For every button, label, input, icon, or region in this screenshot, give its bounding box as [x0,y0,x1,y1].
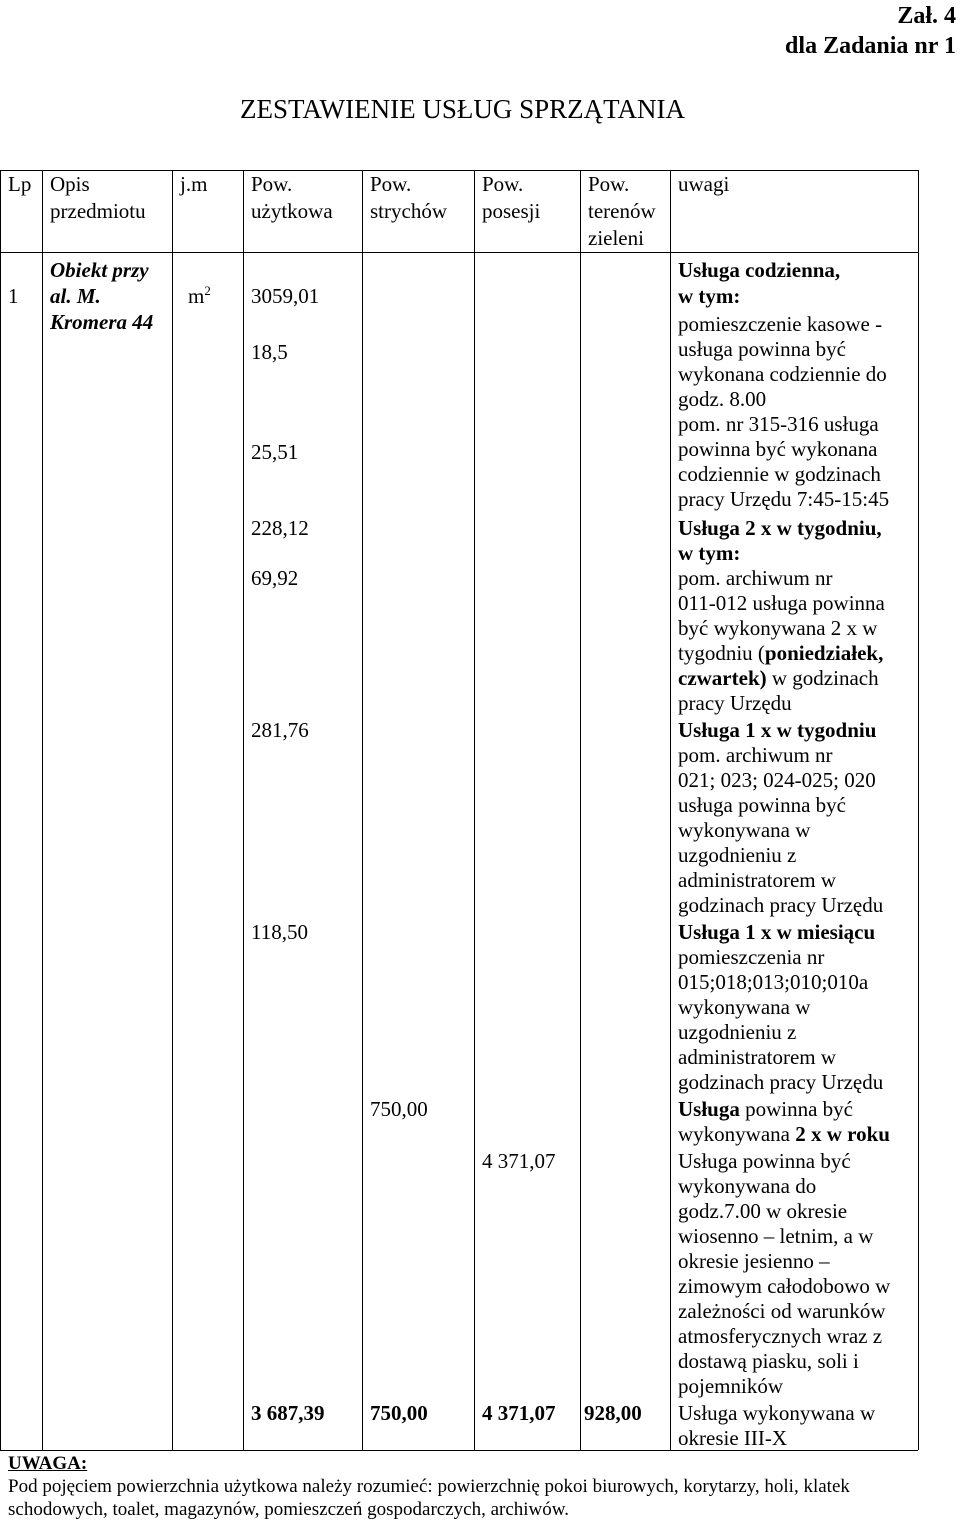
uzytkowa-value: 3059,01 [251,284,320,308]
remark-line [678,1122,890,1147]
row-lp: 1 [8,284,19,308]
remark-line: pom. nr 315-316 usługa [678,412,879,436]
remark-text: powinna być [739,1097,854,1121]
uzytkowa-value: 281,76 [251,718,309,742]
object-description-2: al. M. [50,284,101,308]
col-border [580,170,581,1450]
remark-line: Usługa 1 x w tygodniu [678,718,877,742]
remark-line: wykonywana do [678,1174,817,1198]
remark-line: wiosenno – letnim, a w [678,1224,874,1248]
remark-line: wykonana codziennie do [678,362,887,386]
remark-line: pojemników [678,1374,783,1398]
header-strychow-1: Pow. [370,172,412,196]
header-terenow-2: terenów [588,199,656,223]
header-uwagi: uwagi [678,172,730,196]
total-strychow: 750,00 [370,1401,428,1425]
note-text-line2: schodowych, toalet, magazynów, pomieszczeń gospodarczych, archiwów. [8,1499,570,1520]
attachment-task: dla Zadania nr 1 [785,33,956,59]
remark-line: dostawą piasku, soli i [678,1349,859,1373]
remark-emphasis: czwartek) [678,666,767,690]
col-border [243,170,244,1450]
remark-line: pom. archiwum nr [678,743,833,767]
remark-line: okresie III-X [678,1426,788,1450]
header-bottom-border [0,252,918,253]
remark-emphasis: 2 x w roku [795,1122,890,1146]
remark-line: zimowym całodobowo w [678,1274,891,1298]
header-opis-2: przedmiotu [50,199,146,223]
header-terenow-1: Pow. [588,172,630,196]
remark-emphasis: Usługa [678,1097,740,1121]
remark-line: powinna być wykonana [678,437,878,461]
total-uzytkowa: 3 687,39 [251,1401,325,1425]
remark-line: 011-012 usługa powinna [678,591,885,615]
object-description-1: Obiekt przy [50,258,149,282]
col-border [918,170,919,1450]
remark-line: pracy Urzędu 7:45-15:45 [678,487,890,511]
remark-line: okresie jesienno – [678,1249,830,1273]
col-border [362,170,363,1450]
remark-line: 021; 023; 024-025; 020 [678,768,876,792]
remark-line: Usługa powinna być [678,1149,851,1173]
header-opis-1: Opis [50,172,90,196]
col-border [670,170,671,1450]
col-border [42,170,43,1450]
header-posesji-2: posesji [482,199,541,223]
unit-base: m [188,284,205,308]
remark-line: pomieszczenia nr [678,945,825,969]
remark-line: godz.7.00 w okresie [678,1199,848,1223]
object-description-3: Kromera 44 [50,310,154,334]
header-terenow-3: zieleni [588,226,644,250]
uzytkowa-value: 18,5 [251,340,288,364]
total-posesji: 4 371,07 [482,1401,556,1425]
remark-line: być wykonywana 2 x w [678,616,878,640]
uzytkowa-value: 118,50 [251,920,308,944]
remark-text: tygodniu ( [678,641,765,665]
header-lp: Lp [8,172,32,196]
col-border [172,170,173,1450]
remark-text: wykonywana [678,1122,796,1146]
remark-line: usługa powinna być [678,793,846,817]
uzytkowa-value: 228,12 [251,516,309,540]
remark-emphasis: poniedziałek, [764,641,884,665]
remark-line: pracy Urzędu [678,691,792,715]
remark-line: 015;018;013;010;010a [678,970,869,994]
header-uzytkowa-2: użytkowa [251,199,333,223]
posesji-value: 4 371,07 [482,1149,556,1173]
unit-exponent: 2 [204,283,211,298]
header-strychow-2: strychów [370,199,447,223]
header-posesji-1: Pow. [482,172,524,196]
remark-line: administratorem w [678,1045,837,1069]
remark-line: Usługa 1 x w miesiącu [678,920,876,944]
header-jm: j.m [180,172,208,196]
remark-line: usługa powinna być [678,337,846,361]
remark-line: Usługa wykonywana w [678,1401,876,1425]
header-uzytkowa-1: Pow. [251,172,293,196]
col-border [0,170,1,1450]
remark-line [678,666,879,691]
total-terenow: 928,00 [584,1401,642,1425]
table-top-border [0,170,918,171]
remark-line: pomieszczenie kasowe - [678,312,883,336]
remark-line [678,1097,853,1122]
remark-line: zależności od warunków [678,1299,886,1323]
remark-line: uzgodnieniu z [678,1020,797,1044]
note-label: UWAGA: [8,1453,88,1474]
uzytkowa-value: 69,92 [251,566,299,590]
remark-line: wykonywana w [678,818,811,842]
remark-line: uzgodnieniu z [678,843,797,867]
remark-line: w tym: [678,541,741,565]
remark-line: godz. 8.00 [678,387,767,411]
document-title: ZESTAWIENIE USŁUG SPRZĄTANIA [240,94,685,124]
remark-line: godzinach pracy Urzędu [678,893,884,917]
remark-line: pom. archiwum nr [678,566,833,590]
col-border [474,170,475,1450]
remark-line: atmosferycznych wraz z [678,1324,883,1348]
remark-line: wykonywana w [678,995,811,1019]
remark-line: Usługa 2 x w tygodniu, [678,516,882,540]
remark-line: godzinach pracy Urzędu [678,1070,884,1094]
remark-line: Usługa codzienna, [678,258,841,282]
uzytkowa-value: 25,51 [251,440,299,464]
remark-line: administratorem w [678,868,837,892]
unit [188,284,211,309]
remark-text: w godzinach [766,666,879,690]
note-text-line1: Pod pojęciem powierzchnia użytkowa należy rozumieć: powierzchnię pokoi biurowych, korytarzy, holi, klatek [8,1476,850,1497]
strychow-value: 750,00 [370,1097,428,1121]
remark-line: w tym: [678,284,741,308]
remark-line: codziennie w godzinach [678,462,881,486]
attachment-number: Zał. 4 [897,3,956,29]
remark-line [678,641,883,666]
